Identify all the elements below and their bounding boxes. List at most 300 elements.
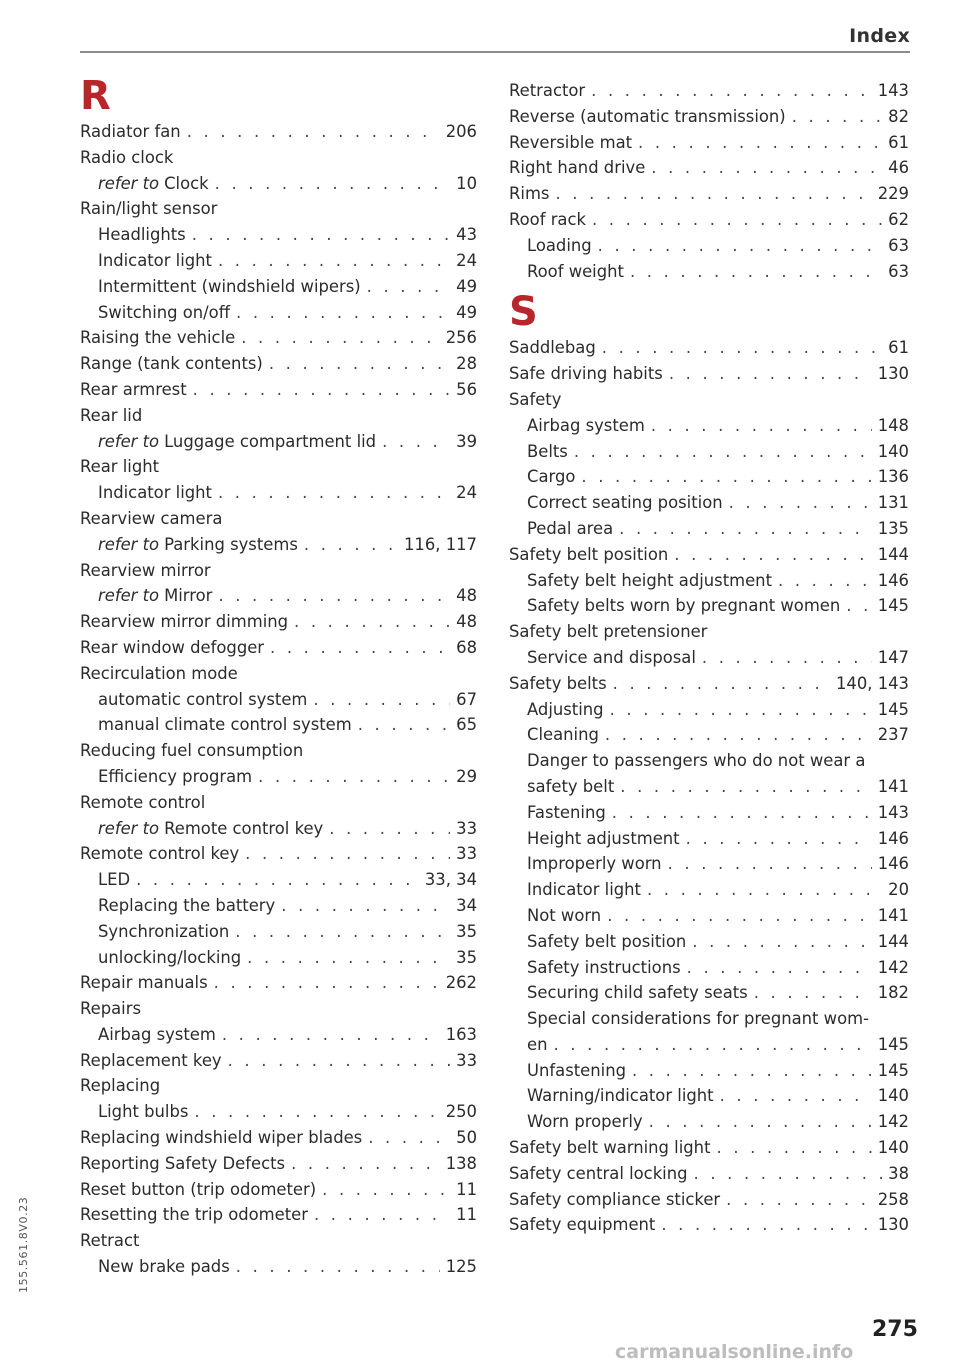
entry-text: Roof weight — [527, 261, 624, 281]
index-subentry — [80, 712, 477, 738]
index-subentry — [80, 919, 477, 945]
page-reference: 144 — [877, 931, 909, 951]
index-subentry — [80, 945, 477, 971]
entry-term — [98, 816, 323, 842]
index-subentry — [80, 1099, 477, 1125]
entry-text: Rear lid — [80, 405, 143, 425]
page-reference: 146 — [877, 828, 909, 848]
dot-leader — [313, 687, 450, 713]
entry-term — [80, 558, 211, 584]
dot-leader — [215, 171, 451, 197]
page-header-title: Index — [849, 25, 910, 47]
entry-text: Replacement key — [80, 1050, 222, 1070]
page-reference: 144 — [877, 544, 909, 564]
index-entry — [509, 1161, 909, 1187]
entry-text: Rearview mirror — [80, 560, 211, 580]
entry-term — [527, 259, 624, 285]
entry-term — [527, 929, 686, 955]
entry-term — [98, 429, 376, 455]
dot-leader — [294, 609, 450, 635]
page-reference: 135 — [877, 518, 909, 538]
index-entry — [509, 207, 909, 233]
entry-term — [80, 790, 205, 816]
entry-text: Remote control key — [80, 844, 240, 864]
page-reference: 140, 143 — [836, 673, 909, 693]
entry-term — [527, 980, 748, 1006]
index-subentry — [80, 532, 477, 558]
entry-text: Airbag system — [98, 1024, 216, 1044]
entry-text: Raising the vehicle — [80, 328, 236, 348]
entry-term — [80, 1048, 222, 1074]
entry-text: Special considerations for pregnant wom- — [527, 1009, 869, 1029]
entry-text: Resetting the trip odometer — [80, 1205, 308, 1225]
entry-term — [98, 532, 298, 558]
page-reference: 49 — [456, 302, 477, 322]
dot-leader — [314, 1202, 450, 1228]
entry-text: Remote control — [80, 792, 206, 812]
entry-text: Repair manuals — [80, 973, 208, 993]
index-subentry — [80, 300, 477, 326]
index-subentry — [509, 593, 909, 619]
entry-term — [527, 1109, 643, 1135]
entry-text: manual climate control system — [98, 715, 352, 735]
entry-text: en — [527, 1034, 548, 1054]
dot-leader — [778, 568, 872, 594]
entry-text: Danger to passengers who do not wear a — [527, 751, 866, 771]
entry-text: Right hand drive — [509, 158, 646, 178]
page-reference: 20 — [888, 880, 909, 900]
dot-leader — [602, 335, 882, 361]
entry-term — [527, 903, 601, 929]
dot-leader — [846, 593, 871, 619]
dot-leader — [382, 429, 450, 455]
page-reference: 56 — [456, 379, 477, 399]
entry-text: Belts — [527, 441, 568, 461]
entry-text: Reset button (trip odometer) — [80, 1179, 317, 1199]
page-reference: 143 — [877, 81, 909, 100]
page-reference: 141 — [877, 776, 909, 796]
entry-text: Clock — [164, 173, 209, 193]
dot-leader — [281, 893, 450, 919]
entry-text: Radio clock — [80, 147, 174, 167]
entry-term — [80, 635, 264, 661]
index-subentry — [509, 1109, 909, 1135]
index-entry — [80, 506, 477, 532]
entry-term — [98, 583, 212, 609]
dot-leader — [247, 945, 450, 971]
index-subentry — [509, 929, 909, 955]
entry-term — [98, 945, 241, 971]
entry-term — [80, 506, 222, 532]
entry-text: unlocking/locking — [98, 947, 242, 967]
entry-term — [527, 955, 681, 981]
page-reference: 35 — [456, 921, 477, 941]
entry-text: Parking systems — [164, 534, 298, 554]
index-subentry — [509, 568, 909, 594]
page-reference: 65 — [456, 715, 477, 735]
entry-term — [80, 351, 263, 377]
page-reference: 258 — [877, 1189, 909, 1209]
page-reference: 250 — [445, 1102, 477, 1122]
entry-text: Light bulbs — [98, 1102, 189, 1122]
dot-leader — [720, 1083, 872, 1109]
index-entry — [509, 542, 909, 568]
index-entry — [509, 361, 909, 387]
entry-term — [80, 1202, 308, 1228]
entry-text: Rain/light sensor — [80, 199, 218, 219]
dot-leader — [218, 583, 450, 609]
page-reference: 229 — [877, 184, 909, 204]
page-reference: 63 — [888, 261, 909, 281]
page-reference: 145 — [877, 699, 909, 719]
page-reference: 33 — [456, 844, 477, 864]
page-reference: 142 — [877, 957, 909, 977]
dot-leader — [555, 181, 871, 207]
entry-text: Securing child safety seats — [527, 983, 748, 1003]
dot-leader — [651, 155, 882, 181]
entry-term — [527, 851, 662, 877]
entry-term — [98, 893, 275, 919]
dot-leader — [269, 351, 450, 377]
page-reference: 62 — [888, 209, 909, 229]
entry-text: Rear light — [80, 457, 160, 477]
dot-leader — [649, 1109, 872, 1135]
dot-leader — [245, 841, 450, 867]
dot-leader — [258, 764, 450, 790]
dot-leader — [668, 851, 872, 877]
entry-term — [527, 593, 840, 619]
entry-text: Repairs — [80, 999, 142, 1019]
index-entry — [80, 454, 477, 480]
document-code: 155.561.8V0.23 — [17, 1196, 30, 1293]
dot-leader — [187, 119, 440, 145]
entry-text: Safety belt position — [509, 544, 669, 564]
entry-term — [527, 826, 680, 852]
index-subentry — [80, 274, 477, 300]
dot-leader — [304, 532, 398, 558]
page-reference: 82 — [888, 106, 909, 126]
entry-term — [509, 207, 586, 233]
entry-term — [509, 1187, 720, 1213]
dot-leader — [792, 104, 882, 130]
entry-text: Cleaning — [527, 725, 599, 745]
dot-leader — [669, 361, 872, 387]
page-reference: 206 — [445, 122, 477, 141]
entry-term — [98, 1254, 230, 1280]
dot-leader — [291, 1151, 440, 1177]
entry-term — [80, 996, 141, 1022]
entry-term — [98, 919, 229, 945]
section-letter: S — [509, 289, 538, 336]
page-reference: 61 — [888, 132, 909, 152]
header-rule — [80, 51, 910, 53]
entry-term — [527, 568, 772, 594]
entry-text: Rearview camera — [80, 508, 223, 528]
dot-leader — [581, 464, 871, 490]
index-subentry — [80, 893, 477, 919]
entry-text: Luggage compartment lid — [164, 431, 377, 451]
page-reference: 48 — [456, 586, 477, 606]
index-entry — [509, 387, 909, 413]
page-reference: 29 — [456, 766, 477, 786]
entry-text: Efficiency program — [98, 766, 253, 786]
page-reference: 136 — [877, 467, 909, 487]
entry-text: Indicator light — [527, 880, 641, 900]
page-reference: 11 — [456, 1179, 477, 1199]
entry-term — [80, 609, 288, 635]
dot-leader — [638, 130, 882, 156]
page-reference: 256 — [445, 328, 477, 348]
entry-text: Safety belts worn by pregnant women — [527, 596, 841, 616]
page-reference: 130 — [877, 364, 909, 384]
entry-term — [527, 1032, 547, 1058]
entry-term — [509, 619, 707, 645]
cross-reference-label: refer to — [98, 534, 160, 554]
page-reference: 68 — [456, 637, 477, 657]
entry-text: Intermittent (windshield wipers) — [98, 276, 361, 296]
page-reference: 146 — [877, 854, 909, 874]
entry-text: Reporting Safety Defects — [80, 1153, 286, 1173]
dot-leader — [591, 78, 872, 104]
dot-leader — [241, 325, 439, 351]
index-subentry — [509, 903, 909, 929]
page-reference: 34 — [456, 895, 477, 915]
entry-term — [98, 300, 230, 326]
entry-text: Reverse (automatic transmission) — [509, 106, 786, 126]
dot-leader — [605, 722, 872, 748]
entry-term — [80, 1151, 285, 1177]
index-entry — [80, 377, 477, 403]
page-reference: 67 — [456, 689, 477, 709]
entry-term — [509, 1135, 711, 1161]
entry-term — [527, 800, 606, 826]
dot-leader — [228, 1048, 451, 1074]
index-subentry — [509, 1083, 909, 1109]
entry-term — [80, 738, 303, 764]
index-entry — [80, 790, 477, 816]
entry-text: Retractor — [509, 81, 586, 100]
index-entry — [80, 1073, 477, 1099]
entry-text: Replacing the battery — [98, 895, 276, 915]
entry-text: Safety belt height adjustment — [527, 570, 772, 590]
index-entry — [80, 351, 477, 377]
index-subentry — [80, 429, 477, 455]
entry-term — [80, 841, 239, 867]
index-subentry — [509, 516, 909, 542]
entry-text: Safety belt position — [527, 931, 687, 951]
dot-leader — [632, 1058, 872, 1084]
page-reference: 145 — [877, 1060, 909, 1080]
cross-reference-label: refer to — [98, 818, 160, 838]
index-subentry — [80, 1254, 477, 1280]
entry-term — [98, 171, 209, 197]
page-reference: 131 — [877, 493, 909, 513]
dot-leader — [598, 233, 882, 259]
index-entry — [80, 558, 477, 584]
entry-term — [527, 1083, 714, 1109]
dot-leader — [222, 1022, 440, 1048]
entry-text: Safe driving habits — [509, 364, 663, 384]
index-entry — [509, 78, 909, 104]
entry-text: Loading — [527, 235, 592, 255]
entry-text: Height adjustment — [527, 828, 680, 848]
entry-term — [80, 1125, 362, 1151]
entry-text: Safety compliance sticker — [509, 1189, 721, 1209]
entry-text: Rear armrest — [80, 379, 187, 399]
index-subentry — [80, 583, 477, 609]
index-entry — [80, 609, 477, 635]
entry-text: Saddlebag — [509, 338, 596, 358]
dot-leader — [574, 439, 872, 465]
index-subentry — [509, 722, 909, 748]
page-reference: 28 — [456, 354, 477, 374]
index-subentry — [509, 645, 909, 671]
entry-term — [527, 722, 599, 748]
entry-text: Range (tank contents) — [80, 354, 263, 374]
entry-text: Headlights — [98, 225, 186, 245]
dot-leader — [329, 816, 450, 842]
index-subentry — [509, 259, 909, 285]
entry-text: Safety belts — [509, 673, 607, 693]
dot-leader — [630, 259, 882, 285]
entry-text: Indicator light — [98, 483, 212, 503]
dot-leader — [754, 980, 872, 1006]
entry-text: Remote control key — [164, 818, 324, 838]
page-reference: 163 — [445, 1024, 477, 1044]
entry-text: Rims — [509, 184, 550, 204]
entry-text: Warning/indicator light — [527, 1086, 714, 1106]
dot-leader — [236, 300, 450, 326]
dot-leader — [729, 490, 872, 516]
entry-term — [527, 413, 645, 439]
section-letter: R — [80, 73, 111, 119]
index-entry — [509, 1212, 909, 1238]
dot-leader — [674, 542, 871, 568]
dot-leader — [620, 774, 871, 800]
index-entry — [80, 996, 477, 1022]
page-reference: 130 — [877, 1215, 909, 1235]
entry-term — [98, 867, 130, 893]
index-entry — [509, 671, 909, 697]
dot-leader — [192, 222, 450, 248]
entry-term — [80, 1073, 160, 1099]
index-subentry — [509, 413, 909, 439]
index-entry — [80, 1151, 477, 1177]
entry-term — [509, 542, 668, 568]
page-reference: 142 — [877, 1112, 909, 1132]
entry-term — [527, 516, 613, 542]
entry-term — [527, 233, 592, 259]
index-subentry — [80, 1022, 477, 1048]
index-subentry — [509, 748, 909, 774]
index-entry — [80, 1125, 477, 1151]
index-entry — [80, 403, 477, 429]
entry-text: Airbag system — [527, 415, 645, 435]
page-reference: 148 — [877, 415, 909, 435]
dot-leader — [270, 635, 450, 661]
index-entry — [509, 1187, 909, 1213]
page-reference: 140 — [877, 1086, 909, 1106]
index-subentry — [509, 826, 909, 852]
entry-term — [509, 1161, 688, 1187]
page-reference: 140 — [877, 1138, 909, 1158]
entry-term — [527, 439, 568, 465]
index-entry — [80, 970, 477, 996]
page-reference: 50 — [456, 1128, 477, 1148]
index-entry — [80, 196, 477, 222]
entry-term — [98, 712, 352, 738]
dot-leader — [218, 248, 450, 274]
index-subentry — [509, 877, 909, 903]
index-subentry — [509, 439, 909, 465]
entry-term — [527, 464, 575, 490]
entry-term — [509, 104, 786, 130]
index-entry — [509, 619, 909, 645]
entry-term — [98, 248, 212, 274]
entry-text: Pedal area — [527, 518, 614, 538]
page-reference: 141 — [877, 905, 909, 925]
entry-text: Service and disposal — [527, 647, 696, 667]
page-reference: 24 — [456, 483, 477, 503]
dot-leader — [610, 697, 872, 723]
entry-text: Safety instructions — [527, 957, 681, 977]
entry-text: Safety — [509, 389, 562, 409]
dot-leader — [367, 274, 450, 300]
dot-leader — [194, 1099, 439, 1125]
dot-leader — [651, 413, 872, 439]
page-reference: 237 — [877, 725, 909, 745]
index-subentry — [509, 774, 909, 800]
index-entry — [509, 181, 909, 207]
entry-text: Radiator fan — [80, 122, 181, 141]
entry-term — [98, 764, 252, 790]
entry-text: Reversible mat — [509, 132, 633, 152]
page-number: 275 — [872, 1317, 918, 1342]
entry-term — [80, 145, 173, 171]
page-reference: 125 — [445, 1257, 477, 1277]
entry-text: Rearview mirror dimming — [80, 612, 289, 632]
index-entry — [509, 104, 909, 130]
dot-leader — [661, 1212, 871, 1238]
index-subentry — [509, 1058, 909, 1084]
entry-term — [98, 480, 212, 506]
index-subentry — [509, 1032, 909, 1058]
entry-term — [527, 1058, 626, 1084]
dot-leader — [726, 1187, 872, 1213]
page-reference: 33, 34 — [424, 870, 477, 890]
index-entry — [80, 1177, 477, 1203]
page-reference: 48 — [456, 612, 477, 632]
page-reference: 140 — [877, 441, 909, 461]
dot-leader — [235, 919, 450, 945]
index-entry — [80, 145, 477, 171]
page-reference: 49 — [456, 276, 477, 296]
page-reference: 182 — [877, 983, 909, 1003]
page-reference: 146 — [877, 570, 909, 590]
dot-leader — [214, 970, 440, 996]
entry-term — [527, 645, 696, 671]
entry-text: safety belt — [527, 776, 615, 796]
page-reference: 63 — [888, 235, 909, 255]
index-column-right — [509, 78, 909, 1238]
index-entry — [80, 1048, 477, 1074]
entry-text: Rear window defogger — [80, 637, 265, 657]
dot-leader — [692, 929, 871, 955]
entry-text: Safety equipment — [509, 1215, 656, 1235]
entry-text: Safety belt warning light — [509, 1138, 711, 1158]
page-reference: 10 — [456, 173, 477, 193]
entry-term — [98, 1022, 216, 1048]
